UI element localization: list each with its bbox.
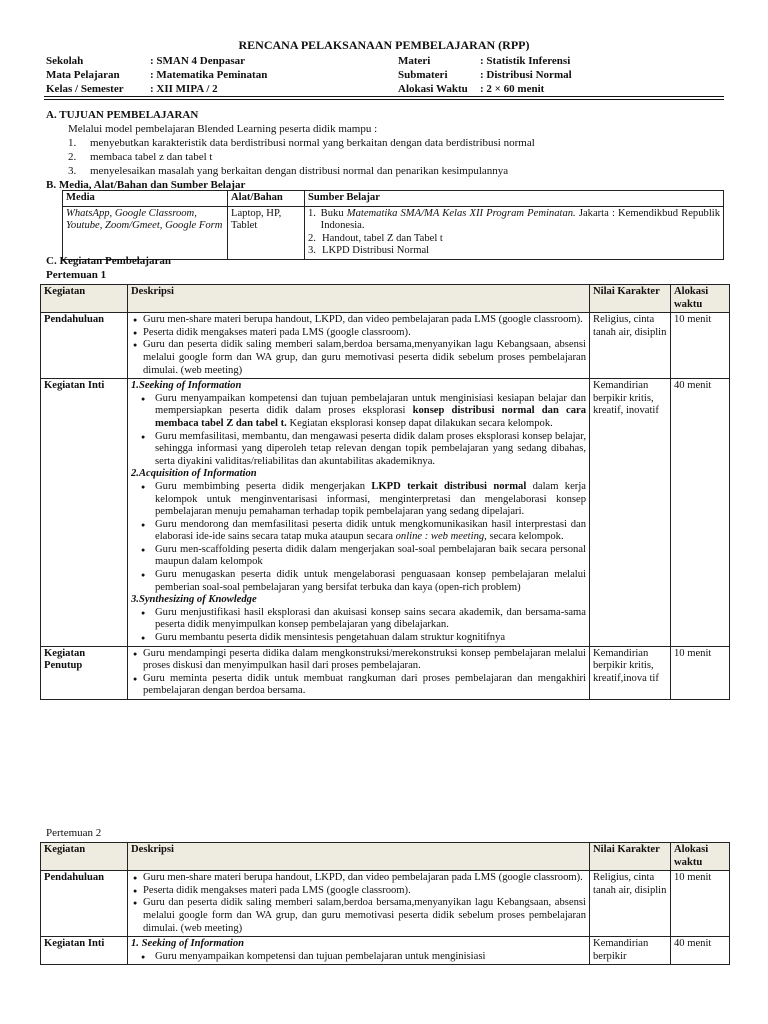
objective-text: membaca tabel z dan tabel t [90,151,213,163]
stage-heading: 1. Seeking of Information [131,938,245,950]
objective-text: menyebutkan karakteristik data berdistribusi normal yang berkaitan dengan data berdistribusi normal [90,137,535,149]
activity-name: Kegiatan Inti [41,937,128,965]
bullet-item: ● Guru menjustifikasi hasil eksplorasi dan akuisasi konsep sains secara akademik, dan bersama-sama peserta didik menyimpulkan konsep pembelajaran yang dibelajarkan. [155,607,586,632]
bullet-item: ● Guru membimbing peserta didik mengerjakan LKPD terkait distribusi normal dalam kerja kelompok untuk menginventarisasi informasi, menginterpretasi dan mengelaborasi konsep pembelajaran menuju pemahaman terhadap topik pembelajaran yang sedang dipelajari. [155,481,586,519]
activity-description [128,937,590,965]
stage-heading: 3.Synthesizing of Knowledge [131,594,257,606]
col-deskripsi-header: Deskripsi [128,843,590,871]
header-value: : 2 × 60 menit [480,83,545,95]
bullet-item: ● Guru men-share materi berupa handout, LKPD, dan video pembelajaran pada LMS (google classroom). [143,872,586,885]
objective-number: 3. [68,165,77,177]
sumber-item: 2. Handout, tabel Z dan Tabel t [308,232,443,244]
header-value: : Matematika Peminatan [150,69,268,81]
alat-cell: Laptop, HP, Tablet [228,206,305,259]
section-tujuan [46,108,535,192]
bullet-item: ● Guru menugaskan peserta didik untuk mengelaborasi penguasaan konsep pembelajaran melalui pemberian soal-soal pembelajaran yang bersifat terbuka dan kaya (open-rich problem) [155,569,586,594]
objective-item [46,164,535,178]
header-left [46,54,267,96]
header-row [398,82,572,96]
col-alat-header: Alat/Bahan [228,191,305,207]
bullet-item: ● Guru mendorong dan memfasilitasi peserta didik untuk mengkomunikasikan hasil interprestasi dan elaborasi ide-ide sains secara tatap muka ataupun secara online : web meeting, secara kelompok. [155,519,586,544]
section-b-heading: B. Media, Alat/Bahan dan Sumber Belajar [46,179,246,191]
bullet-item: ● Guru dan peserta didik saling memberi salam,berdoa bersama,menyanyikan lagu Kebangsaan, absensi melalui google form dan WA grup, dan guru memotivasi peserta didik sebelum proses pembelajaran dimulai. (web meeting) [143,339,586,377]
header-value: : XII MIPA / 2 [150,83,218,95]
header-right [398,54,572,96]
bullet-item: ● Peserta didik mengakses materi pada LMS (google classroom). [143,885,586,898]
activity-row-inti [41,937,730,965]
header-value: : Statistik Inferensi [480,55,571,67]
media-table-header [63,191,724,207]
header-key: Sekolah [46,55,84,67]
alokasi-waktu: 40 menit [671,379,730,646]
section-a-heading: A. TUJUAN PEMBELAJARAN [46,109,199,121]
bullet-item: ● Guru men-scaffolding peserta didik dalam mengerjakan soal-soal pembelajaran baik secara personal maupun dalam kelompok [155,544,586,569]
document-title: RENCANA PELAKSANAAN PEMBELAJARAN (RPP) [238,38,530,52]
header-row [46,68,267,82]
section-a-intro: Melalui model pembelajaran Blended Learning peserta didik mampu : [68,123,378,135]
header-value: : SMAN 4 Denpasar [150,55,246,67]
col-sumber-header: Sumber Belajar [305,191,724,207]
bullet-item: ● Guru dan peserta didik saling memberi salam,berdoa bersama,menyanyikan lagu Kebangsaan, absensi melalui google form dan WA grup, dan guru memotivasi peserta didik sebelum proses pembelajaran dimulai. (web meeting) [143,897,586,935]
activity-table-header [41,285,730,313]
bullet-item: ● Guru men-share materi berupa handout, LKPD, dan video pembelajaran pada LMS (google classroom). [143,314,586,327]
nilai-karakter: Kemandirian berpikir kritis, kreatif, inovatif [590,379,671,646]
alokasi-waktu: 10 menit [671,313,730,379]
activity-name: Pendahuluan [41,313,128,379]
media-cell: WhatsApp, Google Classroom, Youtube, Zoom/Gmeet, Google Form [63,206,228,259]
col-nilai-header: Nilai Karakter [590,285,671,313]
header-divider [44,96,724,97]
nilai-karakter: Kemandirian berpikir kritis, kreatif,inova tif [590,646,671,699]
activity-description [128,646,590,699]
header-key: Submateri [398,69,448,81]
bullet-item: ● Guru menyampaikan kompetensi dan tujuan pembelajaran untuk menginisiasi kesiapan belajar dan mempersiapkan peserta didik dalam proses eksplorasi konsep distribusi normal dan cara membaca tabel Z dan tabel t. Kegiatan eksplorasi konsep dapat dilakukan secara kelompok. [155,393,586,431]
activity-description [128,313,590,379]
activity-name: Pendahuluan [41,871,128,937]
sumber-item: 1. Buku Matematika SMA/MA Kelas XII Program Peminatan. Jakarta : Kemendikbud Republik Indonesia. [308,207,720,232]
activity-row-pendahuluan [41,871,730,937]
col-nilai-header: Nilai Karakter [590,843,671,871]
bullet-item: ● Guru memfasilitasi, membantu, dan mengawasi peserta didik dalam proses eksplorasi konsep belajar, sehingga informasi yang diperoleh tetap relevan dengan topik pembelajaran yang sedang dibahas, serta diyakini validitas/reliabilitas dan akuntabilitas akademiknya. [155,431,586,469]
nilai-karakter: Religius, cinta tanah air, disiplin [590,313,671,379]
sumber-item: 3. LKPD Distribusi Normal [308,245,430,257]
header-row [398,54,572,68]
header-key: Mata Pelajaran [46,69,120,81]
bullet-item: ● Guru mendampingi peserta didika dalam mengkonstruksi/merekonstruksi konsep pembelajaran melalui proses diskusi dan menyimpulkan hasil dari proses pembelajaran. [143,648,586,673]
header-row [398,68,572,82]
col-kegiatan-header: Kegiatan [41,843,128,871]
col-alokasi-header: Alokasi waktu [671,285,730,313]
activity-row-penutup [41,646,730,699]
activity-name: Kegiatan Inti [41,379,128,646]
nilai-karakter: Religius, cinta tanah air, disiplin [590,871,671,937]
objective-item [46,150,535,164]
header-row [46,54,267,68]
activity-row-inti [41,379,730,646]
alokasi-waktu: 10 menit [671,871,730,937]
objective-item [46,136,535,150]
objective-number: 2. [68,151,77,163]
alokasi-waktu: 40 menit [671,937,730,965]
header-key: Materi [398,55,431,67]
activity-name: Kegiatan Penutup [41,646,128,699]
header-key: Alokasi Waktu [398,83,468,95]
activity-description [128,871,590,937]
header-value: : Distribusi Normal [480,69,572,81]
stage-heading: 1.Seeking of Information [131,380,242,392]
objective-number: 1. [68,137,77,149]
col-media-header: Media [63,191,228,207]
bullet-item: ● Guru membantu peserta didik mensintesis pengetahuan dalam struktur kognitifnya [155,632,586,645]
section-kegiatan [46,254,171,282]
meeting-2-heading [46,826,101,840]
bullet-item: ● Guru meminta peserta didik untuk membuat rangkuman dari proses pembelajaran dan mengakhiri pembelajaran dengan berdoa bersama. [143,673,586,698]
activity-description [128,379,590,646]
meeting-2-table [40,842,730,965]
activity-row-pendahuluan [41,313,730,379]
activity-table-header [41,843,730,871]
media-table [62,190,724,260]
stage-heading: 2.Acquisition of Information [131,468,257,480]
objective-text: menyelesaikan masalah yang berkaitan dengan distribusi normal dan penarikan kesimpulannya [90,165,509,177]
meeting-2-label: Pertemuan 2 [46,827,102,839]
alokasi-waktu: 10 menit [671,646,730,699]
bullet-item: ● Peserta didik mengakses materi pada LMS (google classroom). [143,327,586,340]
section-c-heading: C. Kegiatan Pembelajaran [46,255,171,267]
media-table-row [63,206,724,259]
col-deskripsi-header: Deskripsi [128,285,590,313]
header-key: Kelas / Semester [46,83,124,95]
sumber-cell [305,206,724,259]
meeting-1-table [40,284,730,700]
header-row [46,82,267,96]
header-divider-thin [44,99,724,100]
col-alokasi-header: Alokasi waktu [671,843,730,871]
bullet-item: ● Guru menyampaikan kompetensi dan tujuan pembelajaran untuk menginisiasi [155,951,586,964]
nilai-karakter: Kemandirian berpikir [590,937,671,965]
meeting-1-label: Pertemuan 1 [46,269,107,281]
col-kegiatan-header: Kegiatan [41,285,128,313]
